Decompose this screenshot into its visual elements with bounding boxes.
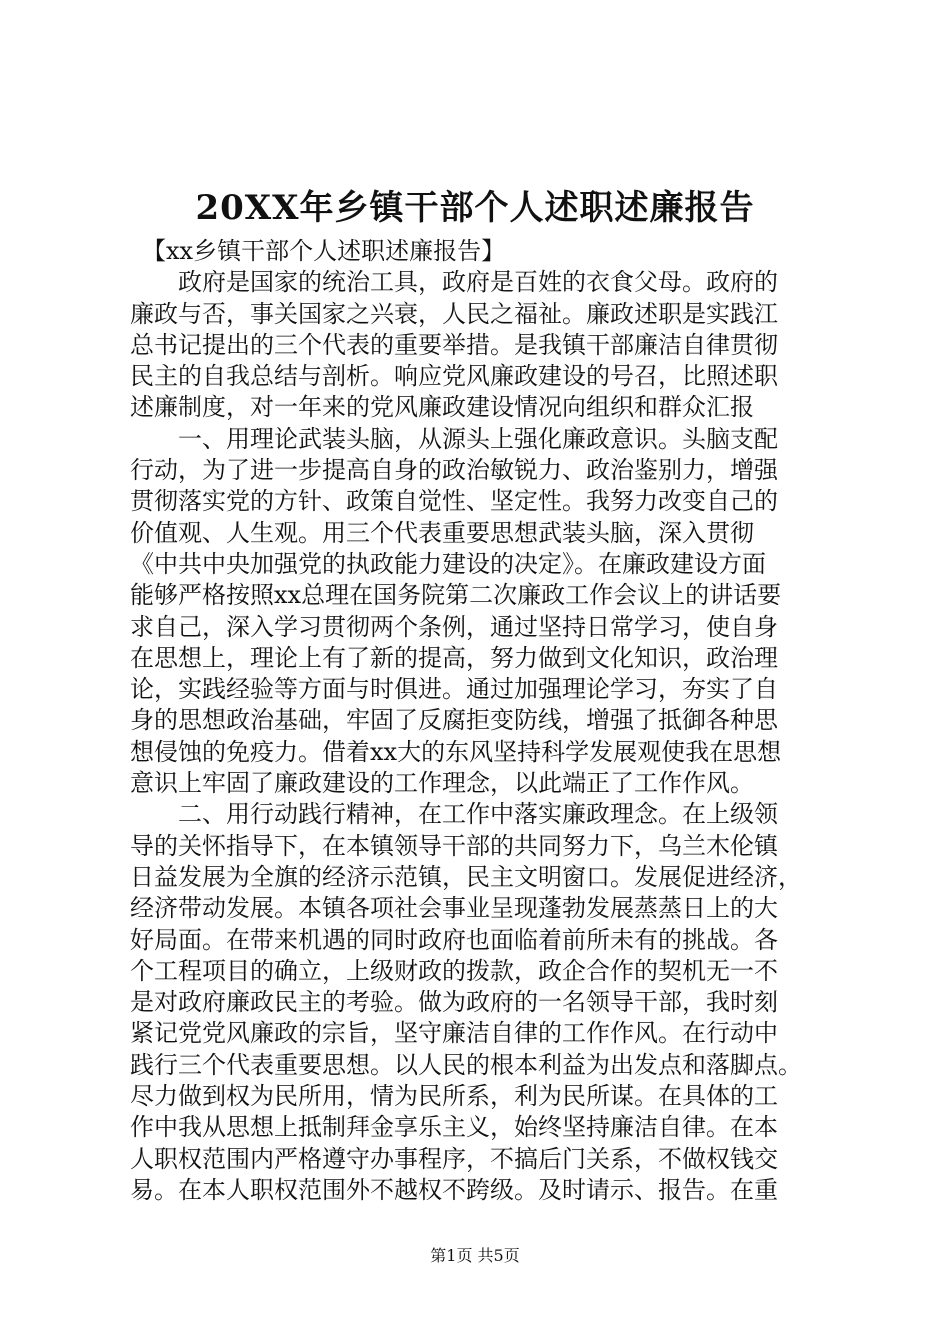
text-line: 意识上牢固了廉政建设的工作理念，以此端正了工作作风。	[130, 769, 754, 798]
text-line: 人职权范围内严格遵守办事程序，不搞后门关系，不做权钱交	[130, 1144, 778, 1173]
text-line: 行动，为了进一步提高自身的政治敏锐力、政治鉴别力，增强	[130, 456, 778, 485]
text-line: 作中我从思想上抵制拜金享乐主义，始终坚持廉洁自律。在本	[130, 1113, 778, 1142]
text-line: 在思想上，理论上有了新的提高，努力做到文化知识，政治理	[130, 643, 778, 672]
text-line: 导的关怀指导下，在本镇领导干部的共同努力下，乌兰木伦镇	[130, 831, 778, 860]
text-line: 尽力做到权为民所用，情为民所系，利为民所谋。在具体的工	[130, 1082, 778, 1111]
text-line: 述廉制度，对一年来的党风廉政建设情况向组织和群众汇报	[130, 393, 754, 422]
text-line: 价值观、人生观。用三个代表重要思想武装头脑，深入贯彻	[130, 518, 754, 547]
text-line: 践行三个代表重要思想。以人民的根本利益为出发点和落脚点。	[130, 1050, 802, 1079]
text-line: 易。在本人职权范围外不越权不跨级。及时请示、报告。在重	[130, 1175, 778, 1204]
text-line: 论，实践经验等方面与时俱进。通过加强理论学习，夯实了自	[130, 675, 778, 704]
text-line: 【xx乡镇干部个人述职述廉报告】	[130, 237, 506, 265]
text-line: 身的思想政治基础，牢固了反腐拒变防线，增强了抵御各种思	[130, 706, 778, 735]
text-line: 贯彻落实党的方针、政策自觉性、坚定性。我努力改变自己的	[130, 487, 778, 516]
text-line: 求自己，深入学习贯彻两个条例，通过坚持日常学习，使自身	[130, 612, 778, 641]
text-line: 民主的自我总结与剖析。响应党风廉政建设的号召，比照述职	[130, 362, 778, 391]
text-line: 《中共中央加强党的执政能力建设的决定》。在廉政建设方面	[130, 549, 766, 578]
text-line: 总书记提出的三个代表的重要举措。是我镇干部廉洁自律贯彻	[130, 330, 778, 359]
text-line: 紧记党党风廉政的宗旨，坚守廉洁自律的工作作风。在行动中	[130, 1019, 778, 1048]
text-line: 能够严格按照xx总理在国务院第二次廉政工作会议上的讲话要	[130, 581, 782, 610]
text-line: 日益发展为全旗的经济示范镇，民主文明窗口。发展促进经济，	[130, 862, 802, 891]
text-line: 政府是国家的统治工具，政府是百姓的衣食父母。政府的	[130, 268, 778, 297]
text-line: 好局面。在带来机遇的同时政府也面临着前所未有的挑战。各	[130, 925, 778, 954]
document-title: 20XX年乡镇干部个人述职述廉报告	[195, 188, 755, 228]
page-footer: 第1页 共5页	[430, 1246, 520, 1265]
text-line: 二、用行动践行精神，在工作中落实廉政理念。在上级领	[130, 800, 778, 829]
text-line: 想侵蚀的免疫力。借着xx大的东风坚持科学发展观使我在思想	[130, 737, 782, 766]
text-line: 是对政府廉政民主的考验。做为政府的一名领导干部，我时刻	[130, 988, 778, 1017]
text-line: 一、用理论武装头脑，从源头上强化廉政意识。头脑支配	[130, 424, 778, 453]
text-line: 经济带动发展。本镇各项社会事业呈现蓬勃发展蒸蒸日上的大	[130, 894, 778, 923]
document-body	[130, 236, 840, 1206]
text-line: 廉政与否，事关国家之兴衰，人民之福祉。廉政述职是实践江	[130, 299, 778, 328]
text-line: 个工程项目的确立，上级财政的拨款，政企合作的契机无一不	[130, 956, 778, 985]
